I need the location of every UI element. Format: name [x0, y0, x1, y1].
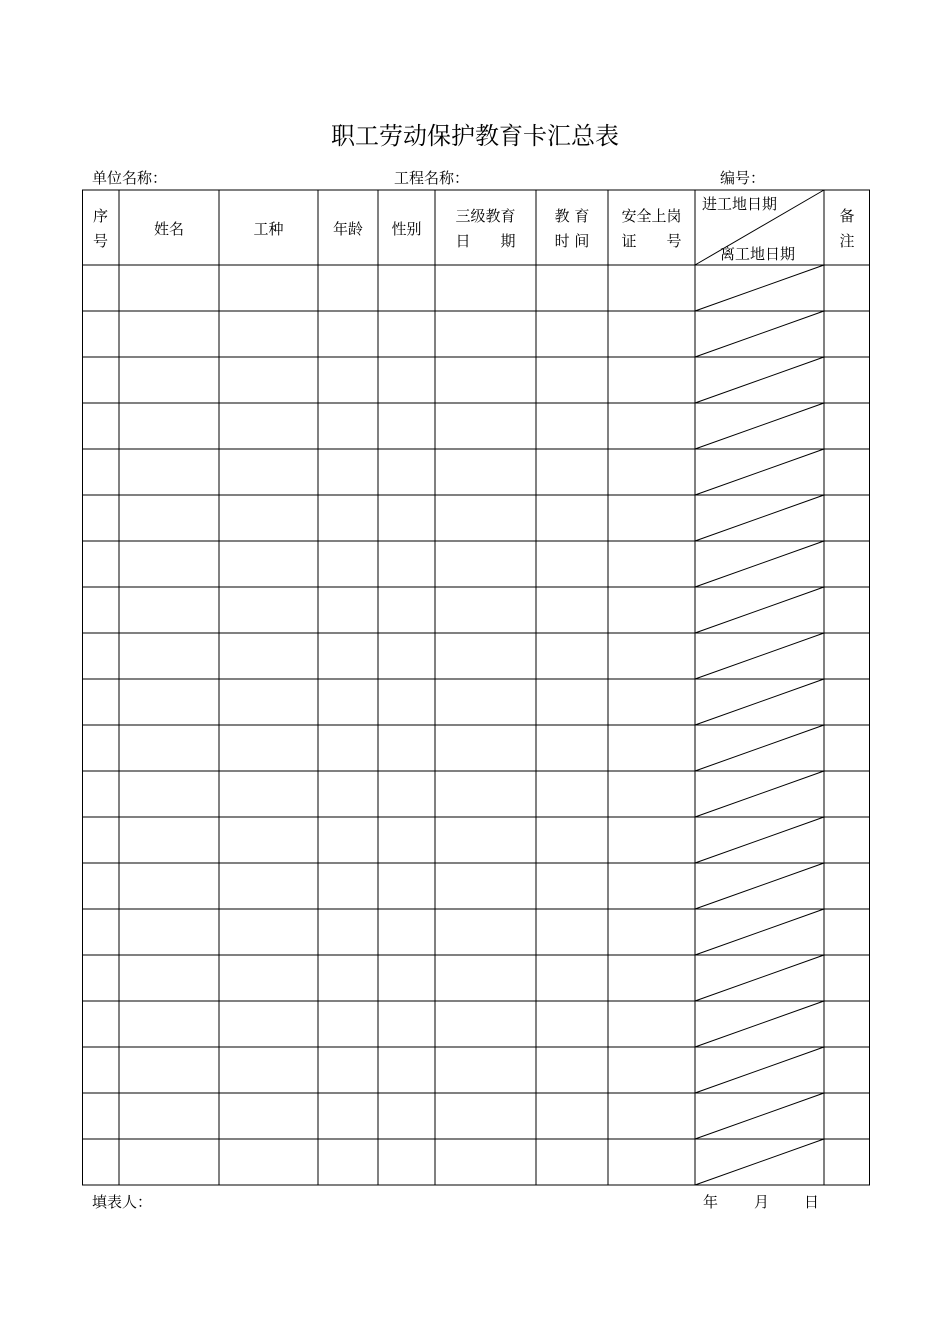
serial-no-label: 编号：: [720, 169, 766, 187]
page-title: 职工劳动保护教育卡汇总表: [331, 122, 619, 150]
row-diagonal-line: [695, 449, 824, 495]
date-day-label: 日: [804, 1193, 820, 1211]
project-name-label: 工程名称：: [394, 169, 470, 187]
row-diagonal-line: [695, 1047, 824, 1093]
header-job_type: 工种: [253, 220, 284, 238]
header-seq-line2: 号: [92, 232, 109, 250]
row-diagonal-line: [695, 1093, 824, 1139]
header-age: 年龄: [332, 220, 364, 238]
unit-name-label: 单位名称：: [92, 169, 168, 187]
header-exit-date: 离工地日期: [720, 245, 796, 263]
row-diagonal-line: [695, 587, 824, 633]
row-diagonal-line: [695, 357, 824, 403]
row-diagonal-line: [695, 725, 824, 771]
header-seq-line1: 序: [92, 207, 109, 225]
row-diagonal-line: [695, 909, 824, 955]
header-edu_time-line2: 时 间: [554, 232, 590, 250]
header-gender: 性别: [391, 220, 422, 238]
row-diagonal-line: [695, 541, 824, 587]
row-diagonal-line: [695, 1139, 824, 1185]
row-diagonal-line: [695, 265, 824, 311]
row-diagonal-line: [695, 771, 824, 817]
header-edu_time-line1: 教 育: [554, 207, 590, 225]
header-edu_date-line2: 日 期: [455, 232, 516, 250]
header-remarks-line1: 备: [839, 207, 855, 225]
row-diagonal-line: [695, 495, 824, 541]
row-diagonal-line: [695, 679, 824, 725]
row-diagonal-line: [695, 311, 824, 357]
header-remarks-line2: 注: [839, 232, 855, 250]
row-diagonal-line: [695, 1001, 824, 1047]
header-cert_no-line1: 安全上岗: [621, 207, 682, 225]
header-edu_date-line1: 三级教育: [455, 207, 516, 225]
summary-table: [82, 189, 872, 1189]
row-diagonal-line: [695, 633, 824, 679]
row-diagonal-line: [695, 863, 824, 909]
date-month-label: 月: [754, 1193, 770, 1211]
row-diagonal-line: [695, 955, 824, 1001]
header-entry-date: 进工地日期: [702, 195, 778, 213]
row-diagonal-line: [695, 403, 824, 449]
header-cert_no-line2: 证 号: [621, 232, 682, 250]
date-year-label: 年: [703, 1193, 719, 1211]
filler-label: 填表人：: [92, 1193, 153, 1211]
header-name: 姓名: [153, 220, 185, 238]
row-diagonal-line: [695, 817, 824, 863]
table-border: [83, 190, 870, 1185]
